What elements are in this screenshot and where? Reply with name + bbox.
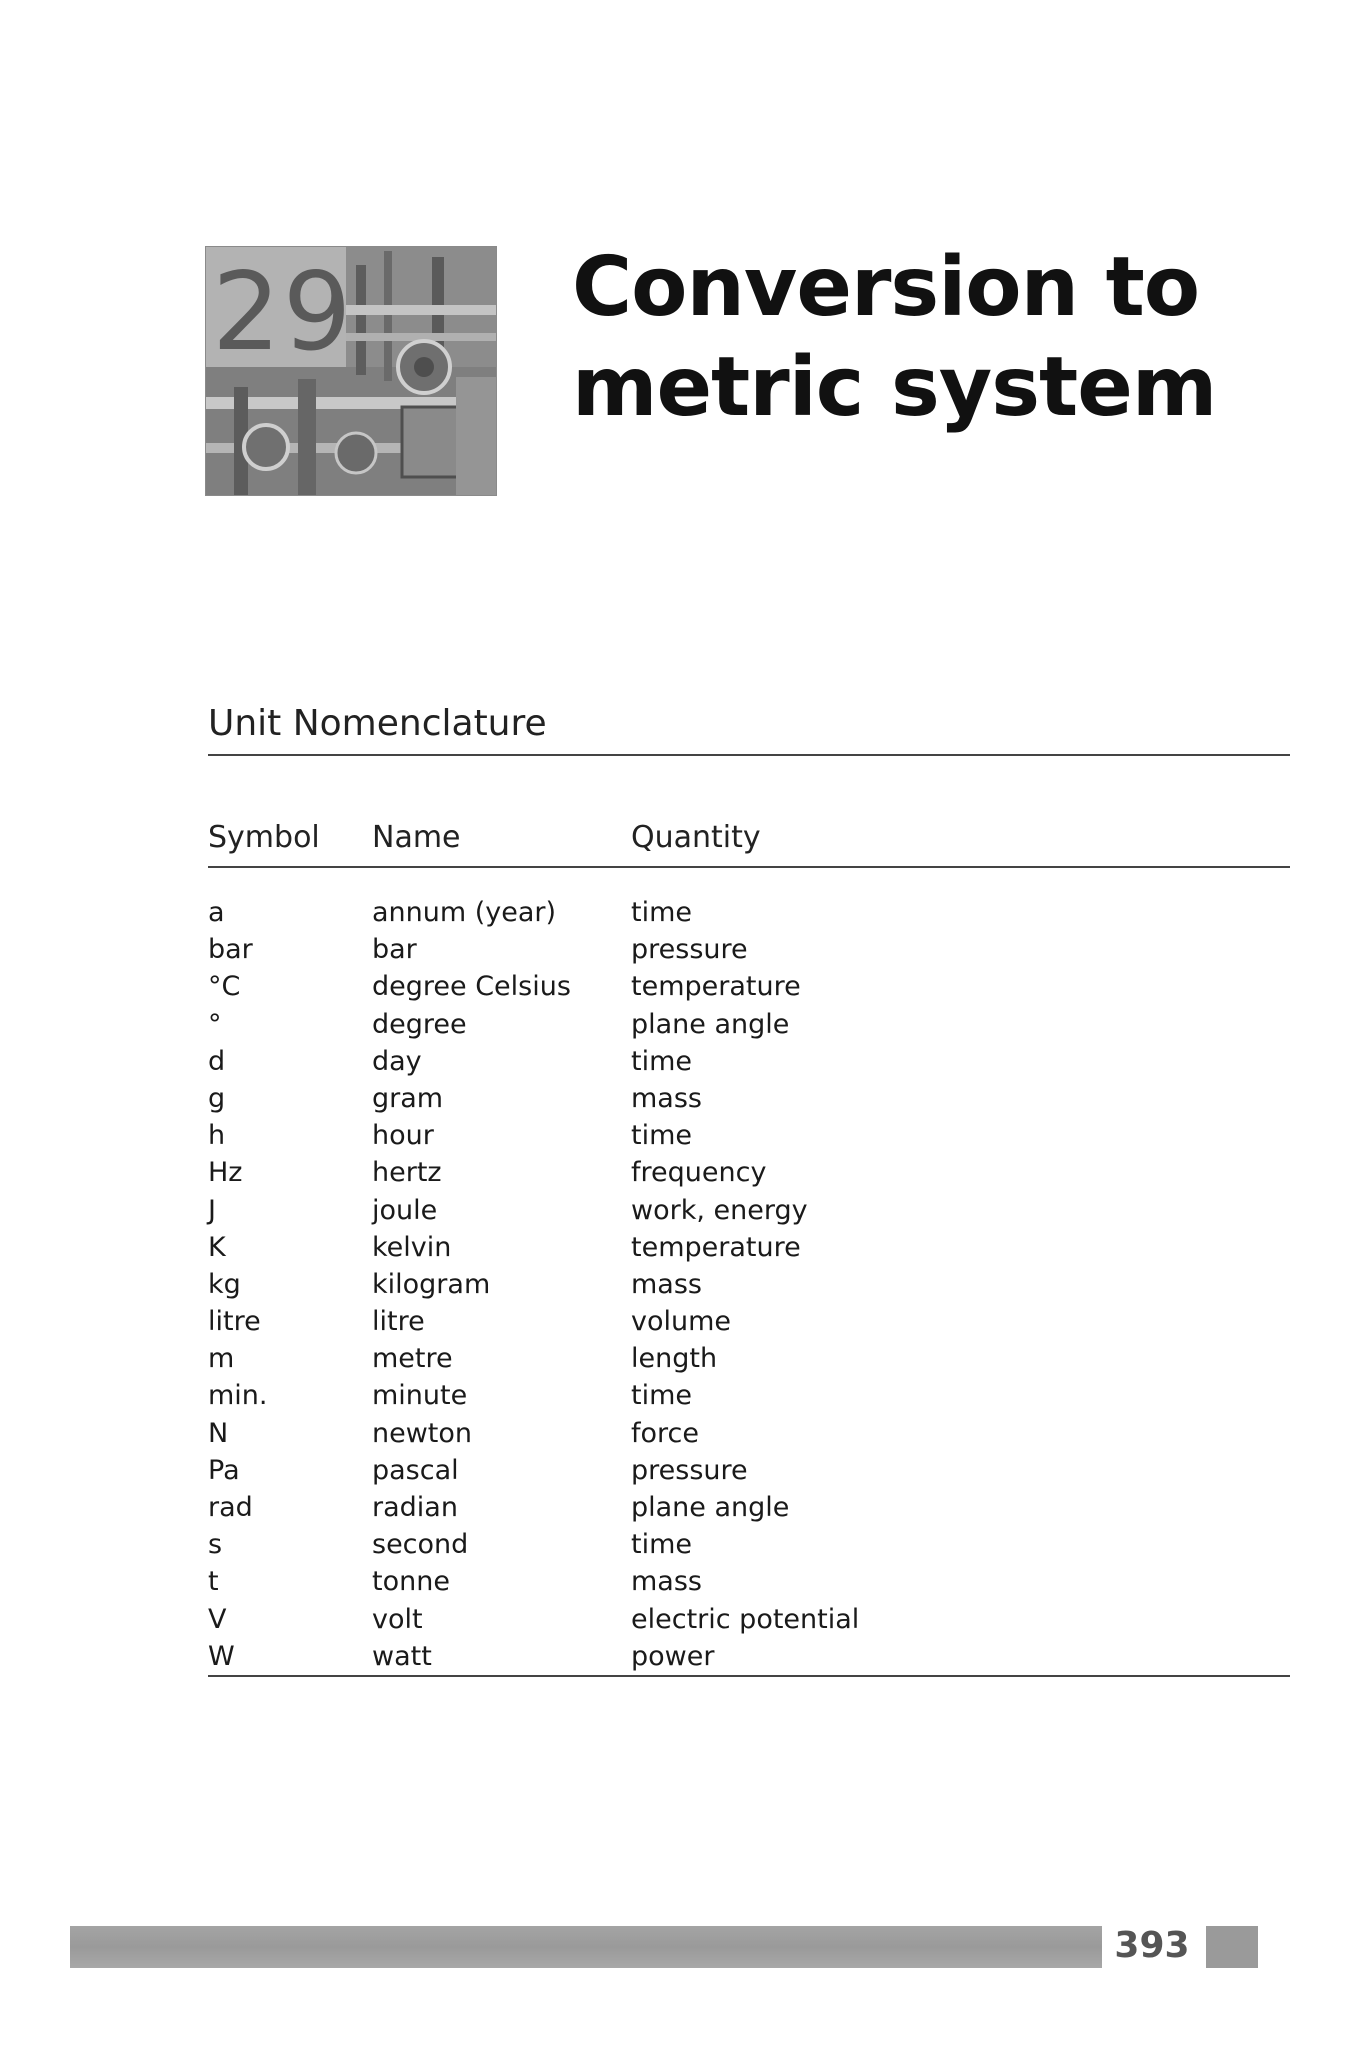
chapter-title xyxy=(572,238,1216,438)
cell-quantity: pressure xyxy=(631,1454,748,1486)
table-row xyxy=(208,1638,1290,1675)
table-row xyxy=(208,894,1290,931)
cell-quantity: frequency xyxy=(631,1157,767,1189)
cell-symbol: s xyxy=(208,1529,223,1561)
cell-symbol: °C xyxy=(208,971,241,1003)
table-row xyxy=(208,1006,1290,1043)
cell-quantity: time xyxy=(631,1045,693,1077)
cell-symbol: g xyxy=(208,1082,226,1114)
cell-name: pascal xyxy=(372,1454,459,1486)
footer-square xyxy=(1206,1926,1258,1968)
cell-symbol: m xyxy=(208,1343,235,1375)
table-row xyxy=(208,1489,1290,1526)
cell-name: kilogram xyxy=(372,1268,491,1300)
table-row xyxy=(208,1526,1290,1563)
table-row xyxy=(208,1192,1290,1229)
table-row xyxy=(208,1229,1290,1266)
cell-name: bar xyxy=(372,934,417,966)
chapter-number: 29 xyxy=(212,250,354,375)
cell-quantity: plane angle xyxy=(631,1008,790,1040)
cell-symbol: K xyxy=(208,1231,226,1263)
cell-name: hour xyxy=(372,1120,434,1152)
cell-name: gram xyxy=(372,1082,444,1114)
header-symbol: Symbol xyxy=(208,820,320,855)
cell-quantity: pressure xyxy=(631,934,748,966)
cell-symbol: V xyxy=(208,1603,227,1635)
table-row xyxy=(208,1043,1290,1080)
cell-symbol: h xyxy=(208,1120,226,1152)
cell-symbol: litre xyxy=(208,1306,261,1338)
cell-name: kelvin xyxy=(372,1231,452,1263)
table-row xyxy=(208,1154,1290,1191)
table-bottom-divider xyxy=(208,1675,1290,1677)
cell-quantity: mass xyxy=(631,1268,702,1300)
cell-quantity: work, energy xyxy=(631,1194,808,1226)
cell-quantity: mass xyxy=(631,1566,702,1598)
cell-symbol: d xyxy=(208,1045,226,1077)
header-name: Name xyxy=(372,820,461,855)
cell-name: newton xyxy=(372,1417,473,1449)
cell-symbol: Hz xyxy=(208,1157,243,1189)
cell-quantity: force xyxy=(631,1417,699,1449)
table-row xyxy=(208,931,1290,968)
cell-name: degree xyxy=(372,1008,467,1040)
cell-name: litre xyxy=(372,1306,425,1338)
cell-name: radian xyxy=(372,1492,458,1523)
header-quantity: Quantity xyxy=(631,820,761,855)
cell-symbol: t xyxy=(208,1566,219,1598)
section-divider xyxy=(208,754,1290,756)
cell-symbol: N xyxy=(208,1417,229,1449)
footer-bar xyxy=(70,1926,1102,1968)
cell-symbol: ° xyxy=(208,1008,222,1040)
cell-name: annum (year) xyxy=(372,897,557,928)
table-row xyxy=(208,1415,1290,1452)
cell-quantity: time xyxy=(631,897,693,928)
cell-symbol: W xyxy=(208,1640,235,1672)
cell-symbol: bar xyxy=(208,934,253,966)
table-header xyxy=(208,818,1290,862)
table-row xyxy=(208,1340,1290,1377)
table-row xyxy=(208,1117,1290,1154)
cell-quantity: temperature xyxy=(631,971,801,1003)
cell-quantity: temperature xyxy=(631,1231,801,1263)
table-row xyxy=(208,1601,1290,1638)
cell-quantity: electric potential xyxy=(631,1603,860,1635)
table-row xyxy=(208,1452,1290,1489)
cell-symbol: Pa xyxy=(208,1454,240,1486)
unit-table xyxy=(208,894,1290,1675)
cell-name: joule xyxy=(372,1194,438,1226)
cell-symbol: J xyxy=(208,1194,216,1226)
cell-name: watt xyxy=(372,1640,432,1672)
table-row xyxy=(208,1266,1290,1303)
cell-symbol: min. xyxy=(208,1380,268,1412)
page-number: 393 xyxy=(1114,1925,1190,1966)
cell-name: tonne xyxy=(372,1566,450,1598)
cell-name: metre xyxy=(372,1343,453,1375)
cell-name: degree Celsius xyxy=(372,971,571,1003)
cell-name: minute xyxy=(372,1380,468,1412)
table-row xyxy=(208,1563,1290,1600)
cell-quantity: mass xyxy=(631,1082,702,1114)
cell-quantity: volume xyxy=(631,1306,732,1338)
chapter-title-line1: Conversion to xyxy=(572,240,1200,335)
cell-quantity: time xyxy=(631,1529,693,1561)
table-row xyxy=(208,1303,1290,1340)
cell-name: volt xyxy=(372,1603,423,1635)
table-row xyxy=(208,1377,1290,1414)
cell-quantity: time xyxy=(631,1380,693,1412)
cell-quantity: length xyxy=(631,1343,718,1375)
header-divider xyxy=(208,866,1290,868)
cell-symbol: kg xyxy=(208,1268,241,1300)
cell-symbol: rad xyxy=(208,1492,253,1523)
cell-quantity: plane angle xyxy=(631,1492,790,1523)
table-row xyxy=(208,1080,1290,1117)
table-row xyxy=(208,968,1290,1005)
chapter-title-line2: metric system xyxy=(572,340,1217,435)
section-heading: Unit Nomenclature xyxy=(208,703,547,744)
cell-quantity: time xyxy=(631,1120,693,1152)
cell-name: day xyxy=(372,1045,422,1077)
cell-name: second xyxy=(372,1529,469,1561)
cell-name: hertz xyxy=(372,1157,442,1189)
cell-symbol: a xyxy=(208,897,225,928)
cell-quantity: power xyxy=(631,1640,715,1672)
chapter-badge xyxy=(205,246,497,496)
